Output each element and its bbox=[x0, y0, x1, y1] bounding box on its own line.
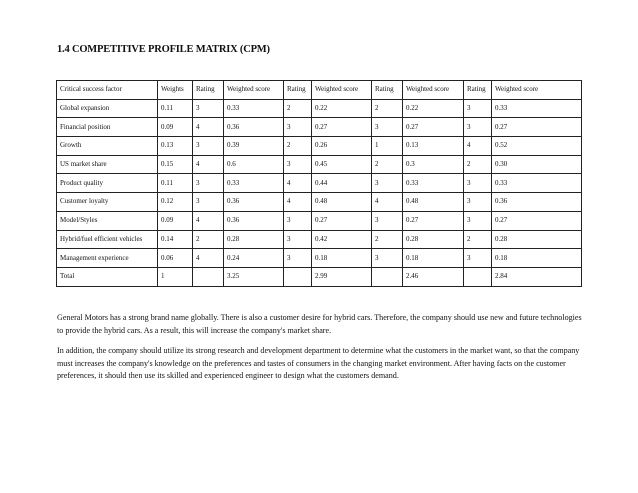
table-cell: Weighted score bbox=[312, 81, 372, 100]
table-row bbox=[57, 174, 582, 193]
table-cell: 4 bbox=[193, 155, 224, 174]
table-cell: 0.30 bbox=[492, 155, 582, 174]
table-cell: 2 bbox=[284, 137, 312, 156]
table-cell: 0.36 bbox=[492, 193, 582, 212]
table-cell: 0.14 bbox=[158, 230, 193, 249]
table-cell: 0.28 bbox=[403, 230, 464, 249]
table-cell: 2 bbox=[464, 230, 492, 249]
table-cell: 0.22 bbox=[312, 99, 372, 118]
table-cell: 3 bbox=[284, 249, 312, 268]
table-cell: 4 bbox=[193, 118, 224, 137]
table-cell: 0.11 bbox=[158, 99, 193, 118]
table-cell: 0.48 bbox=[403, 193, 464, 212]
table-cell: 3 bbox=[464, 193, 492, 212]
table-cell: 0.45 bbox=[312, 155, 372, 174]
table-cell: 0.09 bbox=[158, 211, 193, 230]
table-row bbox=[57, 193, 582, 212]
table-cell: 0.18 bbox=[492, 249, 582, 268]
table-cell: 3 bbox=[464, 118, 492, 137]
table-cell: 0.27 bbox=[312, 118, 372, 137]
table-cell: 0.28 bbox=[224, 230, 284, 249]
table-cell: 0.13 bbox=[158, 137, 193, 156]
table-cell: 3.25 bbox=[224, 267, 284, 286]
row-label-cell: Critical success factor bbox=[57, 81, 158, 100]
section-heading: 1.4 COMPETITIVE PROFILE MATRIX (CPM) bbox=[57, 44, 270, 55]
row-label-cell: Global expansion bbox=[57, 99, 158, 118]
table-cell: 1 bbox=[158, 267, 193, 286]
paragraph-2: In addition, the company should utilize its strong research and development department to determine what the customers in the market want, so that the company must increases the company's knowledge on the preferences and tastes of consumers in the changing market environment. After having facts on the customer preferences, it should then use its skilled and experienced engineer to design what the customers demand. bbox=[57, 346, 580, 380]
table-cell: 0.18 bbox=[403, 249, 464, 268]
paragraph-1: General Motors has a strong brand name globally. There is also a customer desire for hybrid cars. Therefore, the company should use new and future technologies to provide the hybrid cars. As a result, this will increase the company's market share. bbox=[57, 313, 582, 335]
table-cell: Weighted score bbox=[224, 81, 284, 100]
table-cell: 0.44 bbox=[312, 174, 372, 193]
table-cell: 0.33 bbox=[403, 174, 464, 193]
table-cell: 0.33 bbox=[492, 99, 582, 118]
table-cell: Rating bbox=[284, 81, 312, 100]
table-cell: 3 bbox=[284, 230, 312, 249]
table-row bbox=[57, 249, 582, 268]
table-cell: 2 bbox=[372, 155, 403, 174]
table-header-row bbox=[57, 81, 582, 100]
table-row bbox=[57, 230, 582, 249]
table-cell: 4 bbox=[284, 193, 312, 212]
table-cell: 3 bbox=[193, 193, 224, 212]
table-cell: 0.26 bbox=[312, 137, 372, 156]
table-cell: 0.36 bbox=[224, 118, 284, 137]
table-cell: 0.27 bbox=[492, 211, 582, 230]
table-cell: 0.27 bbox=[403, 211, 464, 230]
table-cell: 0.22 bbox=[403, 99, 464, 118]
table-cell: 0.33 bbox=[224, 99, 284, 118]
table-cell: 3 bbox=[284, 118, 312, 137]
table-cell: 0.27 bbox=[492, 118, 582, 137]
table-row bbox=[57, 99, 582, 118]
table-cell: 3 bbox=[193, 137, 224, 156]
table-cell: 2 bbox=[284, 99, 312, 118]
competitive-profile-matrix-table bbox=[56, 80, 582, 287]
table-cell: Rating bbox=[372, 81, 403, 100]
table-cell: 3 bbox=[193, 99, 224, 118]
table-cell: 2 bbox=[372, 230, 403, 249]
table-cell: 0.13 bbox=[403, 137, 464, 156]
table-cell: 2.84 bbox=[492, 267, 582, 286]
table-cell: 2.99 bbox=[312, 267, 372, 286]
table-cell: 3 bbox=[372, 249, 403, 268]
table-row bbox=[57, 211, 582, 230]
table-cell: 0.42 bbox=[312, 230, 372, 249]
table-cell: 2.46 bbox=[403, 267, 464, 286]
table-cell: Weighted score bbox=[403, 81, 464, 100]
table-cell: 3 bbox=[193, 174, 224, 193]
row-label-cell: Model/Styles bbox=[57, 211, 158, 230]
row-label-cell: Financial position bbox=[57, 118, 158, 137]
table-cell bbox=[372, 267, 403, 286]
row-label-cell: US market share bbox=[57, 155, 158, 174]
table-cell bbox=[464, 267, 492, 286]
table-cell: 3 bbox=[372, 174, 403, 193]
table-cell: 0.28 bbox=[492, 230, 582, 249]
table-cell: 2 bbox=[193, 230, 224, 249]
table-cell: 0.33 bbox=[492, 174, 582, 193]
table-cell: 4 bbox=[193, 249, 224, 268]
table-cell: 0.09 bbox=[158, 118, 193, 137]
row-label-cell: Total bbox=[57, 267, 158, 286]
table-cell: 4 bbox=[284, 174, 312, 193]
table-cell: 4 bbox=[193, 211, 224, 230]
table-cell bbox=[284, 267, 312, 286]
table-cell: 0.06 bbox=[158, 249, 193, 268]
table-cell: 0.39 bbox=[224, 137, 284, 156]
table-cell: Rating bbox=[464, 81, 492, 100]
table-cell: Rating bbox=[193, 81, 224, 100]
table-total-row bbox=[57, 267, 582, 286]
table-row bbox=[57, 155, 582, 174]
table-cell: 3 bbox=[372, 118, 403, 137]
table-cell: 0.18 bbox=[312, 249, 372, 268]
table-cell: 3 bbox=[284, 155, 312, 174]
table-cell: Weights bbox=[158, 81, 193, 100]
table-cell: 0.48 bbox=[312, 193, 372, 212]
row-label-cell: Growth bbox=[57, 137, 158, 156]
table-cell: 0.33 bbox=[224, 174, 284, 193]
table-cell: 3 bbox=[464, 211, 492, 230]
table-cell: 2 bbox=[464, 155, 492, 174]
row-label-cell: Hybrid/fuel efficient vehicles bbox=[57, 230, 158, 249]
table-cell: 1 bbox=[372, 137, 403, 156]
table-cell: 0.15 bbox=[158, 155, 193, 174]
table-cell: 0.6 bbox=[224, 155, 284, 174]
table-cell: 0.12 bbox=[158, 193, 193, 212]
table-cell: 0.36 bbox=[224, 211, 284, 230]
table-cell: 3 bbox=[464, 249, 492, 268]
table-cell: 3 bbox=[464, 99, 492, 118]
table-cell: 3 bbox=[284, 211, 312, 230]
row-label-cell: Customer loyalty bbox=[57, 193, 158, 212]
table-cell bbox=[193, 267, 224, 286]
table-cell: 3 bbox=[464, 174, 492, 193]
table-cell: Weighted score bbox=[492, 81, 582, 100]
row-label-cell: Management experience bbox=[57, 249, 158, 268]
table-cell: 0.27 bbox=[312, 211, 372, 230]
table-cell: 3 bbox=[372, 211, 403, 230]
table-cell: 0.36 bbox=[224, 193, 284, 212]
table-row bbox=[57, 118, 582, 137]
table-cell: 0.24 bbox=[224, 249, 284, 268]
table-row bbox=[57, 137, 582, 156]
table-cell: 4 bbox=[372, 193, 403, 212]
table-cell: 0.52 bbox=[492, 137, 582, 156]
table-cell: 0.11 bbox=[158, 174, 193, 193]
table-cell: 0.27 bbox=[403, 118, 464, 137]
table-cell: 2 bbox=[372, 99, 403, 118]
row-label-cell: Product quality bbox=[57, 174, 158, 193]
table-cell: 4 bbox=[464, 137, 492, 156]
table-cell: 0.3 bbox=[403, 155, 464, 174]
